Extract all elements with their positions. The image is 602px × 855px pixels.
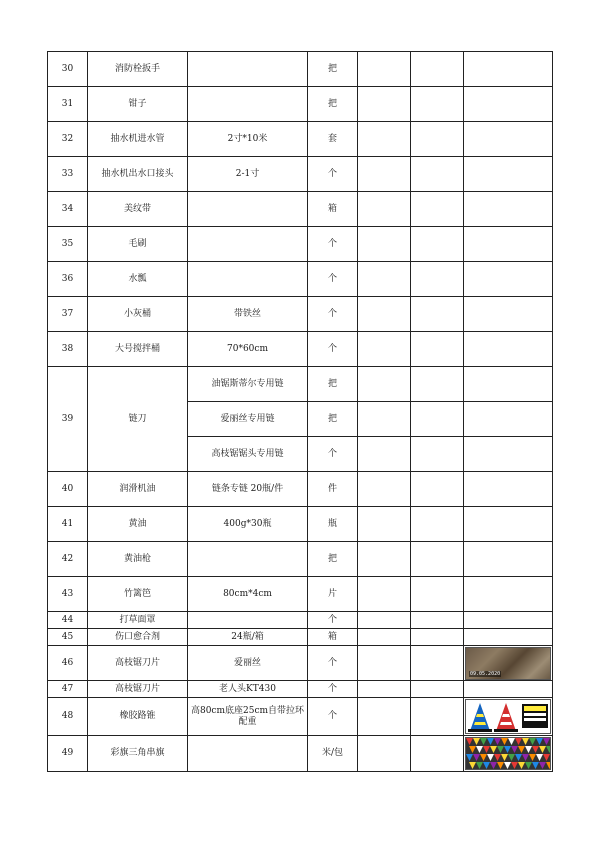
item-name: 消防栓扳手 — [88, 52, 188, 87]
table-row — [48, 122, 553, 157]
empty-cell — [411, 437, 464, 472]
item-unit: 箱 — [308, 629, 358, 646]
item-spec: 高枝锯锯头专用链 — [188, 437, 308, 472]
item-number: 43 — [48, 577, 88, 612]
empty-cell — [411, 681, 464, 698]
item-unit: 个 — [308, 332, 358, 367]
photo-cell — [464, 577, 553, 612]
item-spec — [188, 736, 308, 772]
photo-cell — [464, 629, 553, 646]
empty-cell — [411, 87, 464, 122]
empty-cell — [411, 736, 464, 772]
table-row — [48, 472, 553, 507]
item-spec: 2寸*10米 — [188, 122, 308, 157]
item-number: 35 — [48, 227, 88, 262]
photo-cell — [464, 297, 553, 332]
empty-cell — [411, 612, 464, 629]
item-number: 40 — [48, 472, 88, 507]
photo-cell — [464, 367, 553, 402]
item-name: 毛刷 — [88, 227, 188, 262]
item-spec — [188, 542, 308, 577]
item-name: 伤口愈合剂 — [88, 629, 188, 646]
item-unit: 套 — [308, 122, 358, 157]
item-name: 竹篱笆 — [88, 577, 188, 612]
item-name: 打草面罩 — [88, 612, 188, 629]
traffic-cone-photo — [465, 699, 551, 734]
item-spec: 油锯斯蒂尔专用链 — [188, 367, 308, 402]
table-row — [48, 629, 553, 646]
item-number: 30 — [48, 52, 88, 87]
empty-cell — [411, 157, 464, 192]
empty-cell — [358, 157, 411, 192]
item-spec: 爱丽丝 — [188, 646, 308, 681]
empty-cell — [411, 472, 464, 507]
table-row — [48, 698, 553, 736]
empty-cell — [411, 122, 464, 157]
empty-cell — [358, 332, 411, 367]
item-spec — [188, 227, 308, 262]
empty-cell — [358, 402, 411, 437]
item-name: 小灰桶 — [88, 297, 188, 332]
photo-cell — [464, 402, 553, 437]
item-name: 橡胶路锥 — [88, 698, 188, 736]
machine-photo — [465, 647, 551, 680]
empty-cell — [358, 629, 411, 646]
item-number: 32 — [48, 122, 88, 157]
table-body — [48, 52, 553, 772]
table-row — [48, 542, 553, 577]
empty-cell — [358, 736, 411, 772]
empty-cell — [358, 192, 411, 227]
item-number: 47 — [48, 681, 88, 698]
table-row — [48, 681, 553, 698]
item-unit: 个 — [308, 227, 358, 262]
empty-cell — [411, 542, 464, 577]
item-name: 高枝锯刀片 — [88, 646, 188, 681]
item-name: 链刀 — [88, 367, 188, 472]
empty-cell — [411, 227, 464, 262]
item-name: 彩旗三角串旗 — [88, 736, 188, 772]
item-spec: 链条专链 20瓶/件 — [188, 472, 308, 507]
photo-cell — [464, 87, 553, 122]
photo-cell — [464, 646, 553, 681]
item-spec — [188, 52, 308, 87]
empty-cell — [358, 227, 411, 262]
empty-cell — [411, 297, 464, 332]
item-spec — [188, 87, 308, 122]
photo-cell — [464, 612, 553, 629]
item-number: 48 — [48, 698, 88, 736]
table-row — [48, 227, 553, 262]
item-unit: 个 — [308, 612, 358, 629]
empty-cell — [358, 681, 411, 698]
item-spec — [188, 262, 308, 297]
pennant-flags-photo — [465, 737, 551, 770]
photo-cell — [464, 542, 553, 577]
empty-cell — [358, 612, 411, 629]
photo-cell — [464, 192, 553, 227]
item-number: 31 — [48, 87, 88, 122]
table-row — [48, 157, 553, 192]
photo-cell — [464, 52, 553, 87]
empty-cell — [411, 262, 464, 297]
item-unit: 件 — [308, 472, 358, 507]
item-name: 大号搅拌桶 — [88, 332, 188, 367]
photo-cell — [464, 157, 553, 192]
empty-cell — [411, 507, 464, 542]
item-number: 44 — [48, 612, 88, 629]
empty-cell — [411, 192, 464, 227]
item-name: 润滑机油 — [88, 472, 188, 507]
photo-cell — [464, 437, 553, 472]
item-spec: 70*60cm — [188, 332, 308, 367]
photo-cell — [464, 472, 553, 507]
empty-cell — [411, 646, 464, 681]
empty-cell — [358, 367, 411, 402]
table-row — [48, 736, 553, 772]
empty-cell — [411, 332, 464, 367]
item-spec: 高80cm底座25cm自带拉环配重 — [188, 698, 308, 736]
table-row — [48, 262, 553, 297]
item-unit: 个 — [308, 646, 358, 681]
empty-cell — [358, 87, 411, 122]
item-unit: 箱 — [308, 192, 358, 227]
table-row — [48, 507, 553, 542]
photo-cell — [464, 227, 553, 262]
item-number: 41 — [48, 507, 88, 542]
item-spec: 爱丽丝专用链 — [188, 402, 308, 437]
item-number: 42 — [48, 542, 88, 577]
empty-cell — [411, 402, 464, 437]
item-unit: 个 — [308, 297, 358, 332]
item-name: 抽水机进水管 — [88, 122, 188, 157]
item-spec — [188, 192, 308, 227]
table-row — [48, 87, 553, 122]
item-spec: 80cm*4cm — [188, 577, 308, 612]
item-unit: 把 — [308, 542, 358, 577]
table-row — [48, 52, 553, 87]
table-row — [48, 646, 553, 681]
item-spec — [188, 612, 308, 629]
photo-cell — [464, 736, 553, 772]
item-number: 33 — [48, 157, 88, 192]
item-unit: 片 — [308, 577, 358, 612]
item-number: 34 — [48, 192, 88, 227]
item-unit: 把 — [308, 402, 358, 437]
item-number: 39 — [48, 367, 88, 472]
photo-date-stamp: 09.05.2020 — [470, 670, 501, 677]
item-unit: 个 — [308, 437, 358, 472]
item-unit: 把 — [308, 367, 358, 402]
item-spec: 400g*30瓶 — [188, 507, 308, 542]
item-name: 黄油 — [88, 507, 188, 542]
empty-cell — [358, 698, 411, 736]
empty-cell — [358, 122, 411, 157]
empty-cell — [358, 52, 411, 87]
table-row — [48, 297, 553, 332]
item-spec: 带铁丝 — [188, 297, 308, 332]
item-unit: 个 — [308, 262, 358, 297]
item-spec: 2-1寸 — [188, 157, 308, 192]
photo-cell — [464, 262, 553, 297]
empty-cell — [358, 577, 411, 612]
empty-cell — [411, 629, 464, 646]
item-name: 钳子 — [88, 87, 188, 122]
photo-cell — [464, 698, 553, 736]
photo-cell — [464, 122, 553, 157]
item-spec: 老人头KT430 — [188, 681, 308, 698]
table-row — [48, 332, 553, 367]
item-unit: 米/包 — [308, 736, 358, 772]
item-number: 49 — [48, 736, 88, 772]
item-spec: 24瓶/箱 — [188, 629, 308, 646]
item-number: 38 — [48, 332, 88, 367]
table-row — [48, 192, 553, 227]
item-name: 美纹带 — [88, 192, 188, 227]
item-unit: 把 — [308, 87, 358, 122]
empty-cell — [411, 367, 464, 402]
item-unit: 把 — [308, 52, 358, 87]
photo-cell — [464, 681, 553, 698]
item-unit: 个 — [308, 681, 358, 698]
empty-cell — [358, 472, 411, 507]
item-number: 36 — [48, 262, 88, 297]
empty-cell — [411, 52, 464, 87]
item-unit: 个 — [308, 157, 358, 192]
empty-cell — [358, 507, 411, 542]
table-row — [48, 612, 553, 629]
empty-cell — [411, 698, 464, 736]
item-name: 抽水机出水口接头 — [88, 157, 188, 192]
table-row — [48, 367, 553, 402]
empty-cell — [358, 297, 411, 332]
item-name: 水瓢 — [88, 262, 188, 297]
table-row — [48, 577, 553, 612]
item-number: 46 — [48, 646, 88, 681]
empty-cell — [358, 262, 411, 297]
item-unit: 个 — [308, 698, 358, 736]
empty-cell — [358, 542, 411, 577]
item-number: 45 — [48, 629, 88, 646]
photo-cell — [464, 332, 553, 367]
item-name: 黄油枪 — [88, 542, 188, 577]
empty-cell — [358, 646, 411, 681]
empty-cell — [358, 437, 411, 472]
empty-cell — [411, 577, 464, 612]
item-name: 高枝锯刀片 — [88, 681, 188, 698]
item-number: 37 — [48, 297, 88, 332]
item-unit: 瓶 — [308, 507, 358, 542]
materials-table — [47, 51, 553, 772]
photo-cell — [464, 507, 553, 542]
